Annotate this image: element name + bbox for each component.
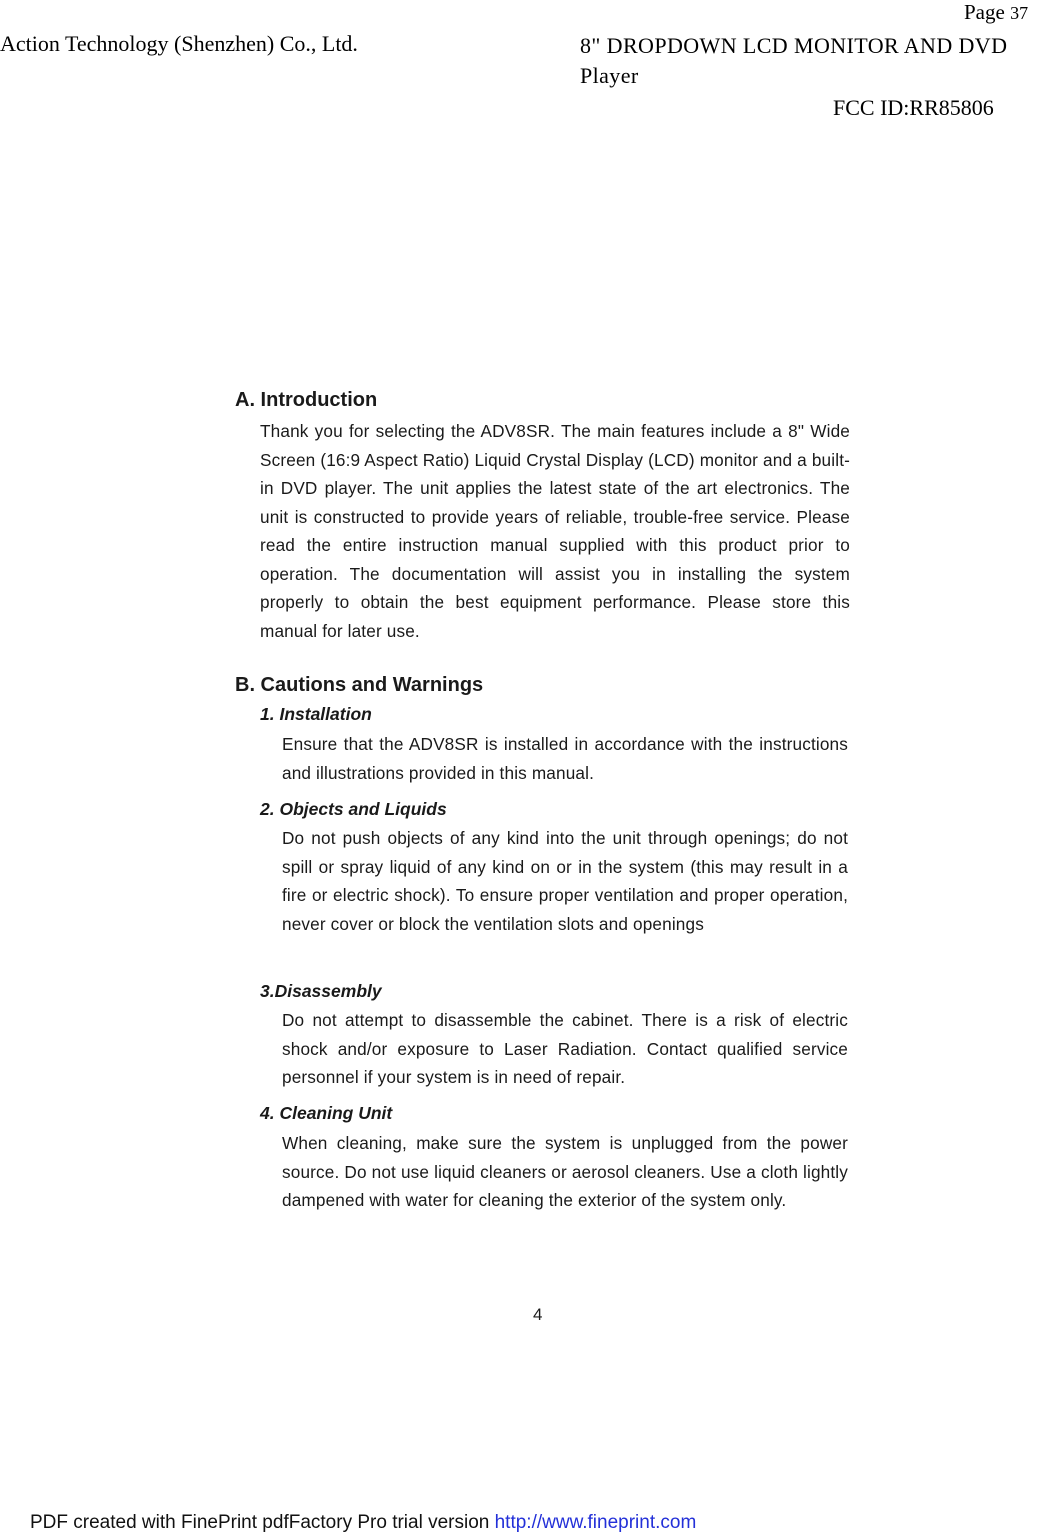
disassembly-paragraph: Do not attempt to disassemble the cabinet. There is a risk of electric shock and/or exposure to Laser Radiation. Contact qualified service personnel if your system is in need of repair.: [282, 1010, 848, 1087]
fineprint-link[interactable]: http://www.fineprint.com: [494, 1512, 697, 1533]
installation-heading: 1. Installation: [260, 704, 372, 724]
page-number-header: 37: [1010, 3, 1029, 23]
page-label: [964, 0, 1028, 25]
page-word: Page: [964, 0, 1005, 24]
objects-liquids-heading: 2. Objects and Liquids: [260, 799, 447, 819]
company-name: Action Technology (Shenzhen) Co., Ltd.: [0, 31, 358, 56]
pdf-footer: [30, 1512, 696, 1534]
introduction-paragraph: Thank you for selecting the ADV8SR. The main features include a 8" Wide Screen (16:9 Aspect Ratio) Liquid Crystal Display (LCD) monitor and a built-in DVD player. The unit applies the latest state of the art electronics. The unit is constructed to provide years of reliable, trouble-free service. Please read the entire instruction manual supplied with this product prior to operation. The documentation will assist you in installing the system properly to obtain the best equipment performance. Please store this manual for later use.: [260, 421, 850, 641]
cleaning-paragraph: When cleaning, make sure the system is unplugged from the power source. Do not use liquid cleaners or aerosol cleaners. Use a cloth lightly dampened with water for cleaning the exterior of the system only.: [282, 1133, 848, 1210]
cautions-heading: B. Cautions and Warnings: [235, 674, 484, 696]
installation-paragraph: Ensure that the ADV8SR is installed in accordance with the instructions and illustrations provided in this manual.: [282, 734, 848, 783]
objects-liquids-paragraph: Do not push objects of any kind into the unit through openings; do not spill or spray liquid of any kind on or in the system (this may result in a fire or electric shock). To ensure proper ventilation and proper operation, never cover or block the ventilation slots and openings: [282, 828, 848, 934]
cleaning-heading: 4. Cleaning Unit: [260, 1103, 393, 1123]
fcc-id: FCC ID:RR85806: [833, 95, 994, 120]
pdf-footer-text: PDF created with FinePrint pdfFactory Pro trial version: [30, 1512, 495, 1533]
disassembly-heading: 3.Disassembly: [260, 981, 382, 1001]
introduction-heading: A. Introduction: [235, 389, 378, 411]
product-title: 8" DROPDOWN LCD MONITOR AND DVD Player: [580, 33, 1008, 88]
manual-page-number: 4: [533, 1305, 543, 1324]
